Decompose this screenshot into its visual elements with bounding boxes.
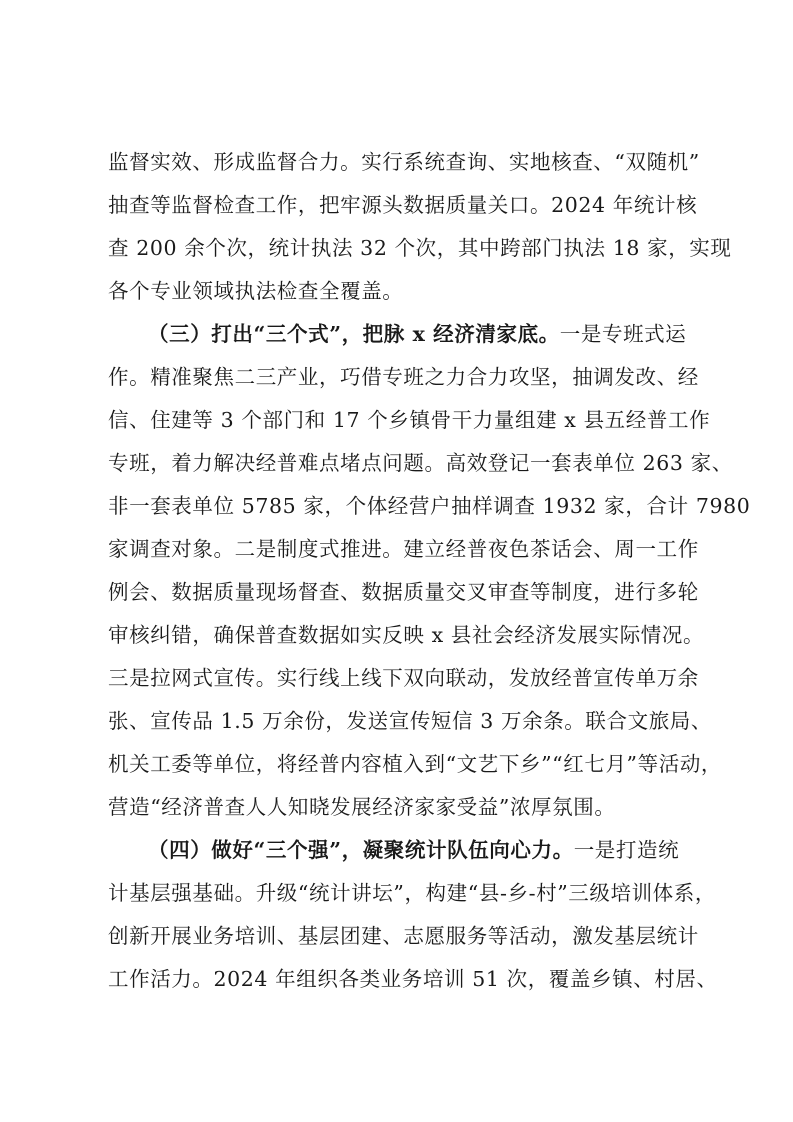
body-line: 三是拉网式宣传。实行线上线下双向联动，发放经普宣传单万余 [108, 666, 699, 690]
section-heading: （三）打出“三个式”，把脉 x 经济清家底。 [148, 322, 560, 346]
section-heading-line [148, 316, 688, 352]
body-line: 营造“经济普查人人知晓发展经济家家受益”浓厚氛围。 [108, 795, 616, 819]
body-line: 家调查对象。二是制度式推进。建立经普夜色茶话会、周一工作 [108, 537, 699, 561]
body-line: 专班，着力解决经普难点堵点问题。高效登记一套表单位 263 家、 [108, 451, 733, 475]
body-line: 工作活力。2024 年组织各类业务培训 51 次，覆盖乡镇、村居、 [108, 967, 718, 991]
body-line: 查 200 余个次，统计执法 32 个次，其中跨部门执法 18 家，实现 [108, 236, 732, 260]
body-line: 监督实效、形成监督合力。实行系统查询、实地核查、“双随机” [108, 150, 700, 174]
body-line: 抽查等监督检查工作，把牢源头数据质量关口。2024 年统计核 [108, 193, 698, 217]
section-heading: （四）做好“三个强”，凝聚统计队伍向心力。 [148, 838, 574, 862]
body-line: 例会、数据质量现场督查、数据质量交叉审查等制度，进行多轮 [108, 580, 699, 604]
body-line: 非一套表单位 5785 家，个体经营户抽样调查 1932 家，合计 7980 [108, 494, 751, 518]
section-heading-rest: 一是打造统 [573, 838, 680, 862]
section-heading-line [148, 832, 688, 868]
body-line: 机关工委等单位，将经普内容植入到“文艺下乡”“红七月”等活动， [108, 752, 723, 776]
body-line: 张、宣传品 1.5 万余份，发送宣传短信 3 万余条。联合文旅局、 [108, 709, 713, 733]
body-line: 计基层强基础。升级“统计讲坛”，构建“县-乡-村”三级培训体系， [108, 881, 716, 905]
section-heading-rest: 一是专班式运 [559, 322, 687, 346]
body-line: 作。精准聚焦二三产业，巧借专班之力合力攻坚，抽调发改、经 [108, 365, 699, 389]
body-line: 信、住建等 3 个部门和 17 个乡镇骨干力量组建 x 县五经普工作 [108, 408, 711, 432]
body-line: 审核纠错，确保普查数据如实反映 x 县社会经济发展实际情况。 [108, 623, 705, 647]
body-line: 创新开展业务培训、基层团建、志愿服务等活动，激发基层统计 [108, 924, 699, 948]
body-line: 各个专业领域执法检查全覆盖。 [108, 279, 404, 303]
